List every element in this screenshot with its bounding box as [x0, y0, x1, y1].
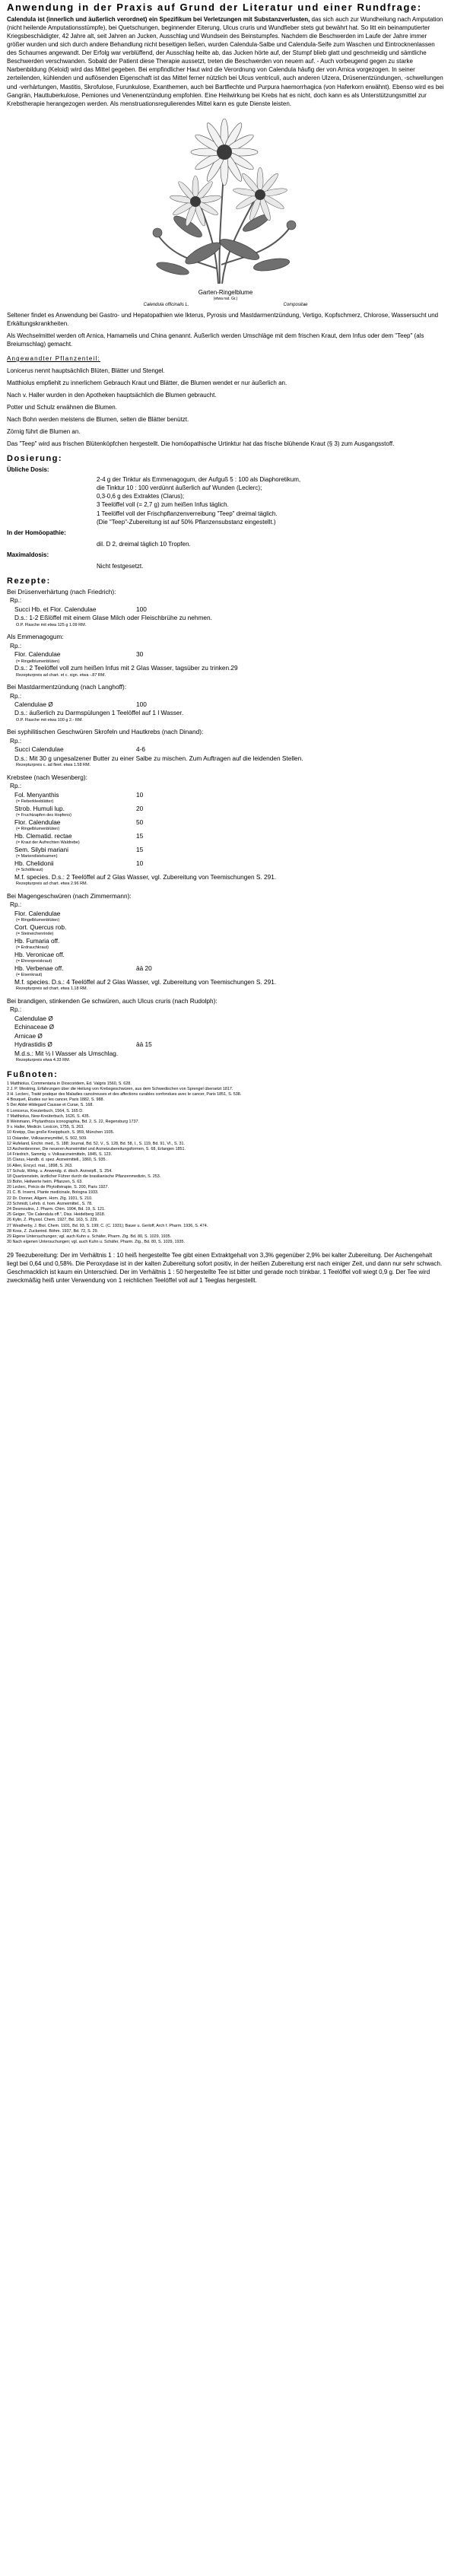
- ingredient-name: Calendulae Ø: [14, 700, 53, 708]
- dosage-max-label: Maximaldosis:: [7, 551, 49, 558]
- footnotes-heading: Fußnoten:: [7, 1069, 59, 1079]
- recipe-ingredient: [14, 791, 444, 799]
- footnote: 2 J. P. Westring, Erfahrungen über die Heilung von Krebsgeschwüren, aus dem Schwedischen von Sprengel übersetzt 1817.: [7, 1086, 233, 1091]
- ingredient-note: (= Erdrauchkraut): [16, 945, 49, 951]
- footnote: 19 Bohn, Heilwerte heim. Pflanzen, S. 63.: [7, 1180, 83, 1185]
- dosage-line: (Die "Teep"-Zubereitung ist auf 50% Pflanzensubstanz eingestellt.): [97, 518, 276, 526]
- recipe-ingredient: [14, 832, 444, 840]
- recipe-ingredient: [14, 700, 444, 709]
- figure-family: Compositae: [283, 302, 308, 307]
- recipe-title: Bei syphilitischen Geschwüren Skrofeln und Hautkrebs (nach Dinand):: [7, 728, 204, 736]
- recipe-price-note: Rezepturpreis ad chart. etwa 2.96 RM.: [16, 881, 88, 887]
- recipe-ingredient: [14, 805, 444, 813]
- applied-part-line: Nach Bohn werden meistens die Blumen, selten die Blätter benützt.: [7, 416, 189, 424]
- recipe-ingredient: [14, 910, 444, 918]
- applied-part-line: Matthiolus empfiehlt zu innerlichem Gebrauch Kraut und Blätter, die Blumen wendet er nur äußerlich an.: [7, 379, 287, 386]
- figure-scale: (etwa nat. Gr.): [213, 296, 238, 301]
- page-title: Anwendung in der Praxis auf Grund der Literatur und einer Rundfrage:: [7, 2, 422, 13]
- recipe-rp: Rp.:: [10, 736, 22, 745]
- recipes-list: [7, 588, 444, 1064]
- ingredient-amount: 4-6: [136, 745, 145, 754]
- ingredient-amount: [136, 951, 182, 959]
- ingredient-amount: 10: [136, 790, 144, 799]
- recipe: [7, 588, 444, 628]
- ingredient-name: Hydrastidis Ø: [14, 1040, 52, 1049]
- recipe-price-note: Rezepturpreis ad chart. etwa 1.18 RM.: [16, 986, 88, 992]
- dosage-homeo-label: In der Homöopathie:: [7, 529, 66, 536]
- ingredient-name: Echinaceae Ø: [14, 1023, 55, 1031]
- calendula-illustration: [127, 113, 325, 287]
- ingredient-name: Cort. Quercus rob.: [14, 923, 67, 931]
- footnote: 29 Eigene Untersuchungen; vgl. auch Kuhn u. Schäfer, Pharm. Ztg. Bd. 80, S. 1029, 1935.: [7, 1234, 172, 1239]
- ingredient-name: Flor. Calendulae: [14, 909, 61, 917]
- ingredient-name: Hb. Veronicae off.: [14, 950, 65, 958]
- ingredient-amount: [136, 1015, 182, 1023]
- ingredient-amount: 30: [136, 650, 144, 659]
- recipe-ingredient: [14, 1040, 444, 1049]
- recipe-price-note: O.P. Flasche mit etwa 100 g 2.- RM.: [16, 717, 83, 723]
- recipe-price-note: Rezepturpreis etwa 4.33 RM.: [16, 1057, 71, 1062]
- ingredient-name: Fol. Menyanthis: [14, 790, 59, 799]
- ingredient-amount: 15: [136, 831, 144, 840]
- ingredient-amount: 20: [136, 804, 144, 812]
- recipes-heading: Rezepte:: [7, 576, 51, 586]
- footnote: 15 Clarus, Handb. d. spez. Arzneimittell., 1860, S. 935.: [7, 1158, 106, 1163]
- recipe-signature: M.f. species. D.s.: 2 Teelöffel auf 2 Glas Wasser, vgl. Zubereitung von Teemischungen S. 291.: [14, 872, 277, 881]
- dosage-usual: [7, 465, 444, 474]
- plant-figure: [127, 113, 325, 308]
- recipe: [7, 773, 444, 888]
- ingredient-name: Arnicae Ø: [14, 1031, 43, 1040]
- ingredient-note: (= Ringelblumenblüten): [16, 827, 60, 832]
- footnote: 7 Matthiolus, New-Kreüterbuch, 1626, S. 435.: [7, 1113, 91, 1119]
- ingredient-note: (= Schöllkraut): [16, 868, 43, 873]
- recipe-ingredient: [14, 1023, 444, 1031]
- paragraph-alternatives: Als Wechselmittel werden oft Arnica, Hamamelis und China genannt. Äußerlich werden Umschläge mit dem frischen Kraut, dem Infus oder dem "Teep" (als Breiumschlag) gemacht.: [7, 332, 424, 348]
- footnote: 12 Hufeland, Enchir. med., S. 188; Journal, Bd. 52, V., S. 128, Bd. 58, I., S. 119, Bd. 91, VI., S. 31.: [7, 1141, 186, 1146]
- ingredient-note: (= Eisenkraut): [16, 973, 43, 978]
- dosage-usual-label: Übliche Dosis:: [7, 466, 49, 474]
- paragraph-indications: Seltener findet es Anwendung bei Gastro- und Hepatopathien wie Ikterus, Pyrosis und Mastdarmentzündung, Vertigo, Kopfschmerz, Chlorose, Wassersucht und Erkältungskrankheiten.: [7, 311, 439, 327]
- footnote-list: [7, 1082, 444, 1246]
- footnote: 26 Kylin, Z. Physiol. Chem. 1927, Bd. 163, S. 229.: [7, 1218, 98, 1223]
- ingredient-note: (= Mariendistelsamen): [16, 854, 58, 859]
- recipe-ingredient: [14, 1032, 444, 1040]
- recipe-rp: Rp.:: [10, 691, 22, 700]
- ingredient-amount: [136, 923, 182, 932]
- ingredient-note: (= Ringelblumenblüten): [16, 918, 60, 923]
- ingredient-amount: āā 15: [136, 1040, 152, 1049]
- footnote: 22 Dr. Donner, Allgem. Hom. Ztg. 1931, S. 210.: [7, 1196, 93, 1201]
- recipe-signature: D.s.: äußerlich zu Darmspülungen 1 Teelöffel auf 1 l Wasser.: [14, 709, 184, 717]
- ingredient-note: (= Ehrenpreiskraut): [16, 959, 52, 964]
- intro-paragraph: [7, 15, 444, 107]
- recipe-ingredient: [14, 818, 444, 827]
- ingredient-name: Calendulae Ø: [14, 1014, 53, 1022]
- figure-species: Calendula officinalis L.: [143, 302, 189, 307]
- footnote: 14 Friedrich, Sammlg. v. Volksarzneimitteln, 1845, S. 123.: [7, 1152, 113, 1158]
- recipe-title: Bei Magengeschwüren (nach Zimmermann):: [7, 891, 132, 900]
- footnote: 16 Allen, Encycl. mat., 1898, S. 263.: [7, 1163, 73, 1168]
- figure-caption: Garten-Ringelblume: [198, 288, 253, 296]
- ingredient-note: (= Fruchtzapfen des Hopfens): [16, 813, 71, 818]
- applied-part-line: Lonicerus nennt hauptsächlich Blüten, Blätter und Stengel.: [7, 367, 165, 374]
- ingredient-note: (= Ringelblumenblüten): [16, 659, 60, 664]
- ingredient-name: Hb. Clematid. rectae: [14, 831, 72, 840]
- dosage-heading: Dosierung:: [7, 454, 63, 464]
- recipe-signature: D.s.: Mit 30 g ungesalzener Butter zu einer Salbe zu mischen. Zum Auftragen auf die leidenden Stellen.: [14, 754, 303, 762]
- dosage-line: 1 Teelöffel voll der Frischpflanzenverreibung "Teep" dreimal täglich.: [97, 510, 278, 517]
- ingredient-amount: 10: [136, 859, 144, 867]
- recipe: [7, 728, 444, 768]
- footnote: 23 Schmidt, Lehrb. d. hom. Arzneimittel., S. 78.: [7, 1201, 93, 1206]
- applied-part-line: Potter und Schulz erwähnen die Blumen.: [7, 404, 117, 411]
- recipe-ingredient: [14, 650, 444, 659]
- footnote: 10 Kneipp, Das große Kneippbuch, S. 959, München 1935.: [7, 1130, 115, 1136]
- footnote: 3 H. Leclerc, Traité pratique des Maladies cancéreuses et des affections curables confondues avec le cancer, Paris 1851, S. 538.: [7, 1092, 242, 1097]
- ingredient-amount: 15: [136, 845, 144, 853]
- dosage-usual-values: [97, 475, 444, 526]
- intro-lead: Calendula ist (innerlich und äußerlich verordnet) ein Spezifikum bei Verletzungen mit Substanzverlusten,: [7, 16, 310, 24]
- ingredient-amount: [136, 1023, 182, 1031]
- recipe-price-note: O.P. Flasche mit etwa 125 g 1.09 RM.: [16, 622, 87, 627]
- ingredient-amount: [136, 937, 182, 945]
- recipe-rp: Rp.:: [10, 596, 22, 605]
- applied-part-line: Nach v. Haller wurden in den Apotheken hauptsächlich die Blumen gebraucht.: [7, 392, 217, 399]
- dosage-line: die Tinktur 10 : 100 verdünnt äußerlich auf Wunden (Leclerc);: [97, 484, 262, 492]
- footnote: 5 Der Abbé Hildegard Causae et Curae, S. 168.: [7, 1103, 94, 1108]
- footnote: 25 Geiger, "De Calendula off.", Diss. Heidelberg 1818.: [7, 1212, 106, 1218]
- dosage-line: 0,3-0,6 g des Extraktes (Clarus);: [97, 493, 185, 500]
- ingredient-name: Flor. Calendulae: [14, 650, 61, 659]
- recipe-rp: Rp.:: [10, 641, 22, 650]
- figure-taxonomy: [127, 302, 325, 308]
- recipe-signature: D.s.: 1-2 Eßlöffel mit einem Glase Milch oder Fleischbrühe zu nehmen.: [14, 614, 212, 622]
- dosage-max-value: Nicht festgesetzt.: [97, 562, 144, 570]
- footnote: 11 Osiander, Volksarzneymittel, S. 502, 509.: [7, 1136, 87, 1141]
- footnote: 9 v. Haller, Medicin. Lexicon, 1755, S. 263.: [7, 1125, 84, 1130]
- ingredient-amount: [136, 910, 182, 918]
- recipe-title: Bei Drüsenverhärtung (nach Friedrich):: [7, 587, 116, 596]
- ingredient-name: Succi Hb. et Flor. Calendulae: [14, 605, 97, 613]
- ingredient-note: (= Fieberkleeblätter): [16, 799, 54, 805]
- recipe: [7, 683, 444, 723]
- recipe-title: Als Emmenagogum:: [7, 633, 64, 641]
- recipe: [7, 892, 444, 993]
- dosage-max: [7, 551, 444, 559]
- footnote: 17 Schulz, Wirkg. u. Anwendg. d. dtsch. Arzneipfl., S. 254.: [7, 1168, 113, 1174]
- recipe-ingredient: [14, 1015, 444, 1023]
- footnote: 4 Bouquet, Études sur les cancer, Paris 1882, S. 988.: [7, 1097, 104, 1103]
- footnote: 21 C. B. Inverni, Piante medicinale, Bologna 1933.: [7, 1190, 99, 1196]
- recipe-ingredient: [14, 937, 444, 945]
- footnote: 30 Nach eigenen Untersuchungen; vgl. auch Kuhn u. Schäfer, Pharm. Ztg., Bd. 80, S. 1029, 1935.: [7, 1240, 186, 1245]
- footnote: 1 Matthiolus, Commentaria in Dioscoridem, Ed. Valgris 1560, S. 628.: [7, 1081, 132, 1086]
- recipe-ingredient: [14, 964, 444, 973]
- ingredient-name: Hb. Fumaria off.: [14, 936, 60, 945]
- ingredient-name: Strob. Humuli lup.: [14, 804, 65, 812]
- footnote: 13 Aschenbrenner, Die neueren Arzneimittel und Arzneizubereitungsformen, S. 68, Erlangen 1851.: [7, 1146, 186, 1151]
- recipe-ingredient: [14, 605, 444, 614]
- ingredient-name: Flor. Calendulae: [14, 818, 61, 826]
- recipe-title: Bei Mastdarmentzündung (nach Langhoff):: [7, 683, 127, 691]
- footnote: 18 Quartzenstein, ärztlicher Führer durch die brasilianische Pflanzenmedizin, S. 253.: [7, 1174, 161, 1179]
- recipe-signature: M.d.s.: Mit ½ l Wasser als Umschlag.: [14, 1049, 119, 1057]
- ingredient-name: Hb. Chelidonii: [14, 859, 54, 867]
- recipe-rp: Rp.:: [10, 1005, 22, 1014]
- recipe-ingredient: [14, 846, 444, 854]
- footnote: 28 Koss, Z. Zuckerind. Böhm. 1937, Bd. 72, S. 29.: [7, 1228, 99, 1234]
- recipe-ingredient: [14, 923, 444, 932]
- footnote-29-text: 29 Teezubereitung: Der im Verhältnis 1 : 10 heiß hergestellte Tee gibt einen Extraktgehalt von 3,3% gegenüber 2,9% bei kalter Zubereitung. Der Aschengehalt liegt bei 0,64 und 0,58%. Die Peroxydase ist in der kalten Zubereitung sofort positiv, in der heißen Zubereitung erst nach einiger Zeit, und dann nur sehr schwach. Geschmacklich ist kaum ein Unterschied. Der im Verhältnis 1 : 50 hergestellte Tee ist bitter und gerade noch trinkbar. 1 Teelöffel voll wiegt 0,9 g. Der Tee wird zweckmäßig heiß unter Verwendung von 1 reichlichen Teelöffel voll auf 1 Teeglas hergestellt.: [7, 1252, 443, 1285]
- dosage-line: 3 Teelöffel voll (= 2,7 g) zum heißen Infus täglich.: [97, 501, 229, 509]
- recipe: [7, 633, 444, 678]
- footnote: 27 Weatherby, J. Biol. Chem. 1931, Bd. 93, S. 199; C. (C. 1931); Bauer u. Gerloff, Arch f. Pharm. 1936, S. 474.: [7, 1223, 208, 1228]
- dosage-homeo: [7, 529, 444, 537]
- applied-part-line: Das "Teep" wird aus frischen Blütenköpfchen hergestellt. Die homöopathische Urtinktur hat das frische blühende Kraut (§ 3) zum Ausgangsstoff.: [7, 440, 395, 448]
- footnote: 8 Weinmann, Phytanthoza iconographia, Bd. 2, S. 22, Regensburg 1737.: [7, 1120, 140, 1125]
- footnote: 20 Leclerc, Précis de Phytothérapie, S. 200, Paris 1927.: [7, 1185, 109, 1190]
- recipe-ingredient: [14, 951, 444, 959]
- ingredient-name: Sem. Silybi mariani: [14, 845, 69, 853]
- recipe-ingredient: [14, 859, 444, 868]
- ingredient-amount: 100: [136, 700, 147, 708]
- applied-part-line: Zörnig führt die Blumen an.: [7, 428, 81, 436]
- recipe-price-note: Rezepturpreis ad chart. et c. sign. etwa -.87 RM.: [16, 672, 106, 678]
- recipe-ingredient: [14, 745, 444, 754]
- ingredient-amount: 100: [136, 605, 147, 613]
- ingredient-amount: 50: [136, 818, 144, 826]
- ingredient-name: Hb. Verbenae off.: [14, 964, 64, 972]
- recipe-title: Bei brandigen, stinkenden Ge schwüren, auch Ulcus cruris (nach Rudolph):: [7, 996, 218, 1005]
- recipe-rp: Rp.:: [10, 782, 22, 790]
- intro-body: das sich auch zur Wundheilung nach Amputation (nicht heilende Amputationsstümpfe), bei Quetschungen, beginnender Eiterung, Ulcus cruris und Wundfieber stets gut bewährt hat. So litt ein beinamputierter Kriegsbeschädigter, 42 Jahre alt, seit Jahren an Jucken, Ausschlag und Wundsein des Beinstumpfes. Nachdem die Beschwerden im Laufe der Jahre immer größer wurden und sich durch andere Behandlung nicht beseitigen ließen, wurden Calendula-Salbe und Calendula-Seife zum Waschen und Eintrocknenlassen des Schaumes angewandt. Der Erfolg war verblüffend, der Ausschlag heilte ab, das Jucken hörte auf, der Stumpf blieb glatt und geschmeidig und sämtliche Beschwerden verschwanden. Sobald der Patient diese Therapie aussetzt, treten die Beschwerden von neuem auf. - Auch vorbeugend gegen zu starke Narbenbildung (Keloid) wird das Mittel gegeben. Bei empfindlicher Haut wird die Verordnung von Calendula häufig der von Arnica vorgezogen. In seiner zerteilenden, kühlenden und auflösenden Eigenschaft ist das Mittel ferner nützlich bei Ulcus ventriculi, auch anderen Ulzera, Drüsenentzündungen, -schwellungen und -verhärtungen, Mastitis, Skrofulose, Furunkulose, Exanthemen, auch bei Bartflechte und Purpura haemorrhagica (von Haferkorn erwähnt). Ebenso wird es bei Gangrän, Hauttuberkulose, Pemiones und Venenentzündung empfohlen. Eine Heilwirkung bei Krebs hat es nicht, doch kann es als Unterstützungsmittel zur Krebstherapie herangezogen werden. Als menstruationsregulierendes Mittel kann es gute Dienste leisten.: [7, 16, 444, 107]
- dosage-line: 2-4 g der Tinktur als Emmenagogum, der Aufguß 5 : 100 als Diaphoretikum,: [97, 476, 301, 484]
- ingredient-note: (= Kraut der Aufrechten Waldrebe): [16, 840, 80, 846]
- ingredient-note: (= Steineichenrinde): [16, 932, 54, 937]
- recipe-signature: M.f. species. D.s.: 4 Teelöffel auf 2 Glas Wasser, vgl. Zubereitung von Teemischungen S. 291.: [14, 977, 277, 986]
- recipe-title: Krebstee (nach Wesenberg):: [7, 773, 87, 781]
- ingredient-amount: āā 20: [136, 964, 152, 972]
- ingredient-name: Succi Calendulae: [14, 745, 64, 754]
- ingredient-amount: [136, 1032, 182, 1040]
- applied-parts-section: [7, 354, 444, 448]
- recipe: [7, 997, 444, 1064]
- footnote: 24 Desmoulins, J. Pharm. Chim. 1904, Bd. 19, S. 121.: [7, 1207, 106, 1212]
- dosage-homeo-value: dil. D 2, dreimal täglich 10 Tropfen.: [97, 540, 191, 548]
- footnote: 6 Lonicerus, Kreuterbuch, 1564, S. 165 D.: [7, 1108, 84, 1113]
- recipe-price-note: Rezepturpreis c. ad fleet. etwa 1.58 RM.: [16, 763, 91, 768]
- applied-parts-heading: Angewandter Pflanzenteil:: [7, 354, 100, 362]
- recipe-signature: D.s.: 2 Teelöffel voll zum heißen Infus mit 2 Glas Wasser, tagsüber zu trinken.29: [14, 664, 238, 672]
- recipe-rp: Rp.:: [10, 900, 22, 909]
